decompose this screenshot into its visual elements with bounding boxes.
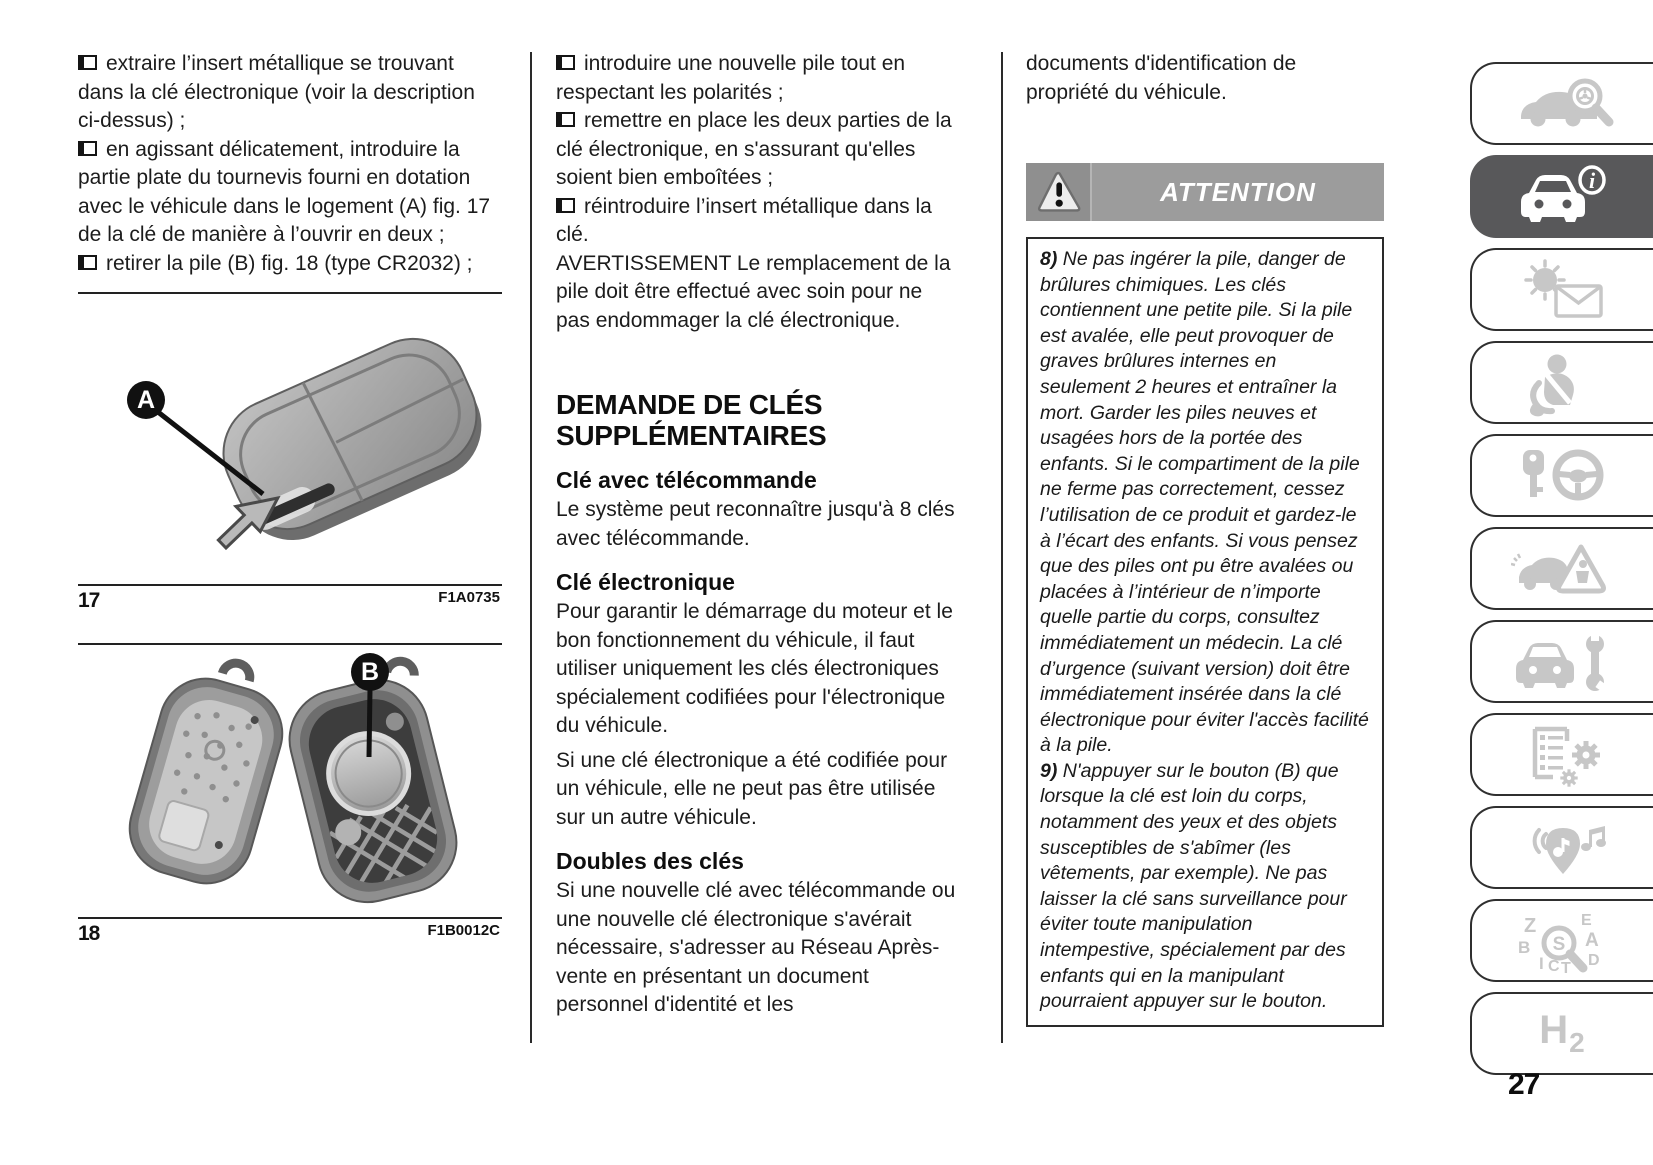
subsection-title: Clé avec télécommande [556,467,817,493]
tab-lights-messages [1470,248,1653,331]
multimedia-pin-music-icon [1511,814,1615,882]
car-info-icon [1511,163,1615,231]
tab-multimedia [1470,806,1653,889]
attention-label: ATTENTION [1160,176,1316,207]
index-letter: T [1560,959,1571,975]
column-right [1026,50,1384,1027]
callout-a-label: A [136,386,156,414]
callout-b-label: B [360,658,380,686]
person-seatbelt-icon [1511,349,1615,417]
column-divider [530,52,532,1043]
page-number: 27 [1508,1068,1540,1101]
square-bullet-icon [556,112,575,127]
square-bullet-icon [78,141,97,156]
bullet-text: réintroduire l’insert métallique dans la clé. [556,194,932,246]
warning-triangle-icon [1026,163,1092,221]
square-bullet-icon [78,255,97,270]
sun-envelope-icon [1511,256,1615,324]
bullet-text: remettre en place les deux parties de la clé électronique, en s'assurant qu'elles soient bien emboîtées ; [556,109,952,189]
index-letter: C [1547,957,1560,975]
key-steering-wheel-icon [1511,442,1615,510]
index-lens-letter: S [1552,933,1565,955]
index-letter: D [1587,951,1600,969]
key-fob-slot-illustration [78,294,502,584]
list-item [78,136,502,250]
callout-line [369,689,370,757]
warning-text: N'appuyer sur le bouton (B) que lorsque la clé est loin du corps, notamment des yeux et des objets susceptibles de s'abîmer (les vêtements, par exemple). Ne pas laisser la clé sans surveillance pour éviter toute manipulation intempestive, spécialement par des enfants qui en la manipulant pourraient appuyer sur le bouton. [1040,759,1347,1013]
warning-note: AVERTISSEMENT Le remplacement de la pile doit être effectué avec soin pour ne pas endommager la clé électronique. [556,251,951,332]
paragraph: documents d'identification de propriété du véhicule. [1026,52,1297,104]
h2-icon: $H_2$ [1539,1008,1586,1058]
tab-h2 [1470,992,1653,1075]
paragraph: Si une nouvelle clé avec télécommande ou une nouvelle clé électronique s'avérait nécessaire, s'adresser au Réseau Après-vente en présentant un document personnel d'identité et les [556,879,956,1016]
tab-technical-data [1470,713,1653,796]
figure-number: 18 [78,922,100,945]
column-middle [556,50,958,1020]
car-warning-triangle-icon [1511,535,1615,603]
figure-code: F1B0012C [427,922,500,939]
index-letter: A [1584,929,1599,951]
tab-emergency [1470,527,1653,610]
index-letter: E [1580,911,1592,929]
index-letter: Z [1523,914,1536,937]
warning-item [1040,247,1370,759]
bullet-text: extraire l’insert métallique se trouvant dans la clé électronique (voir la description ci-dessus) ; [78,52,475,132]
key-open-battery-illustration [78,645,502,917]
car-magnifier-icon [1511,70,1615,138]
figure-17 [78,292,502,613]
warning-text: Ne pas ingérer la pile, danger de brûlures chimiques. Les clés contiennent une petite pile. Si la pile est avalée, elle peut provoquer de graves brûlures internes en seulement 2 heures et entraîner la mort. Garder les piles neuves et usagées hors de la portée des enfants. Si le compartiment de la pile ne ferme pas correctement, cessez l’utilisation de ce produit et gardez-le à l’écart des enfants. Si vous pensez que des piles ont pu être avalées ou placées à l’intérieur de n’importe quelle partie du corps, consultez immédiatement un médecin. La clé d’urgence (suivant version) doit être immédiatement insérée dans la clé électronique pour éviter l'accès facilité à la pile. [1040,248,1369,757]
bullet-text: en agissant délicatement, introduire la partie plate du tournevis fourni en dotation avec le véhicule dans le logement (A) fig. 17 de la clé de manière à l’ouvrir en deux ; [78,137,491,246]
figure-number: 17 [78,589,100,612]
paragraph: Pour garantir le démarrage du moteur et le bon fonctionnement du véhicule, il faut utiliser uniquement les clés électroniques spécialement codifiées pour l'électronique du véhicule. [556,600,953,737]
tab-servicing [1470,620,1653,703]
figure-18 [78,643,502,946]
warning-number: 9) [1040,759,1058,782]
list-item [78,250,502,279]
warning-box [1026,237,1384,1027]
tab-alphabetical-index [1470,899,1653,982]
list-item [78,50,502,136]
square-bullet-icon [556,55,575,70]
bullet-text: retirer la pile (B) fig. 18 (type CR2032) ; [106,251,473,275]
list-item [556,50,958,107]
square-bullet-icon [78,55,97,70]
subsection-title: Clé électronique [556,569,735,595]
svg-text:i: i [1588,167,1595,193]
figure-caption [78,917,502,946]
paragraph: Si une clé électronique a été codifiée pour un véhicule, elle ne peut pas être utilisée sur un autre véhicule. [556,748,948,829]
list-item [556,107,958,193]
attention-banner [1026,163,1384,221]
column-left [78,50,502,946]
section-heading: DEMANDE DE CLÉS SUPPLÉMENTAIRES [556,389,827,451]
warning-item [1040,759,1370,1015]
alphabet-index-magnifier-icon [1511,907,1615,975]
list-gears-icon [1511,721,1615,789]
bullet-text: introduire une nouvelle pile tout en respectant les polarités ; [556,52,906,104]
figure-caption [78,584,502,613]
tab-safety [1470,341,1653,424]
tab-starting-driving [1470,434,1653,517]
car-wrench-icon [1511,628,1615,696]
section-tab-sidebar [1470,62,1653,1085]
column-divider [1001,52,1003,1043]
figure-code: F1A0735 [438,589,500,606]
tab-vehicle-overview [1470,62,1653,145]
index-letter: B [1517,937,1530,957]
list-item [556,193,958,250]
tab-vehicle-info [1470,155,1653,238]
subsection-title: Doubles des clés [556,848,744,874]
square-bullet-icon [556,198,575,213]
warning-number: 8) [1040,248,1058,270]
index-letter: I [1538,953,1544,973]
paragraph: Le système peut reconnaître jusqu'à 8 clés avec télécommande. [556,498,955,550]
